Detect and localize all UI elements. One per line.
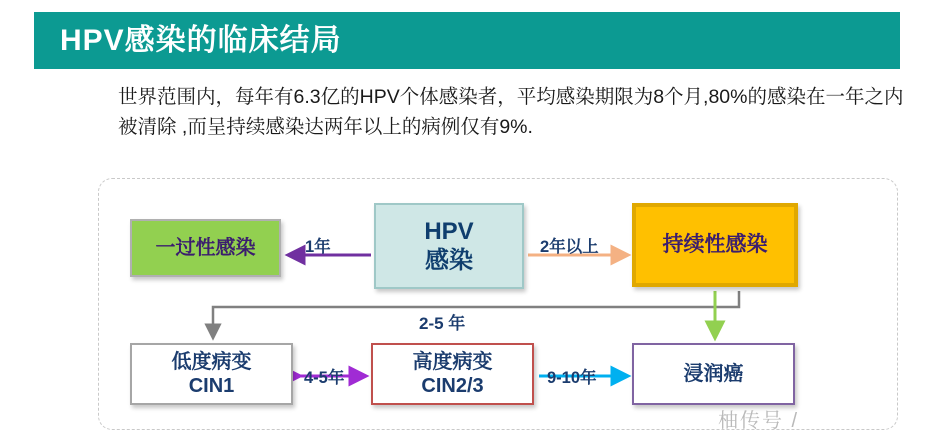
flow-diagram — [98, 178, 898, 430]
node-transient-infection-label: 一过性感染 — [155, 236, 256, 259]
node-cin23-label-line2: CIN2/3 — [421, 375, 484, 397]
intro-paragraph: 世界范围内，每年有6.3亿的HPV个体感染者，平均感染期限为8个月,80%的感染在一年之内被清除 ,而呈持续感染达两年以上的病例仅有9%. — [118, 86, 904, 139]
edge-label-cin1-to-cin23: 4-5年 — [304, 369, 345, 387]
node-transient-infection — [130, 219, 281, 277]
watermark-text: 柚传号 / — [718, 410, 800, 432]
edge-label-cin23-to-cancer: 9-10年 — [547, 369, 597, 387]
node-hpv-infection-label-line2: 感染 — [425, 247, 473, 274]
node-persistent-infection-label: 持续性感染 — [662, 233, 768, 257]
page-title-bar — [34, 12, 900, 69]
edge-label-persistent-to-cin1: 2-5 年 — [419, 314, 466, 333]
page-title: HPV感染的临床结局 — [60, 23, 342, 57]
edge-label-hpv-to-transient: 1年 — [305, 238, 331, 256]
node-cin1-label-line1: 低度病变 — [171, 350, 252, 373]
node-hpv-infection-label-line1: HPV — [424, 217, 474, 245]
node-persistent-infection — [632, 203, 798, 287]
node-cin23-label-line1: 高度病变 — [412, 350, 493, 373]
node-cin1-label-line2: CIN1 — [188, 375, 235, 397]
node-hpv-infection — [374, 203, 524, 289]
node-cin23 — [371, 343, 534, 405]
node-cin1 — [130, 343, 293, 405]
node-invasive-cancer — [632, 343, 795, 405]
node-invasive-cancer-label: 浸润癌 — [683, 362, 744, 385]
edge-label-hpv-to-persistent: 2年以上 — [540, 238, 599, 256]
